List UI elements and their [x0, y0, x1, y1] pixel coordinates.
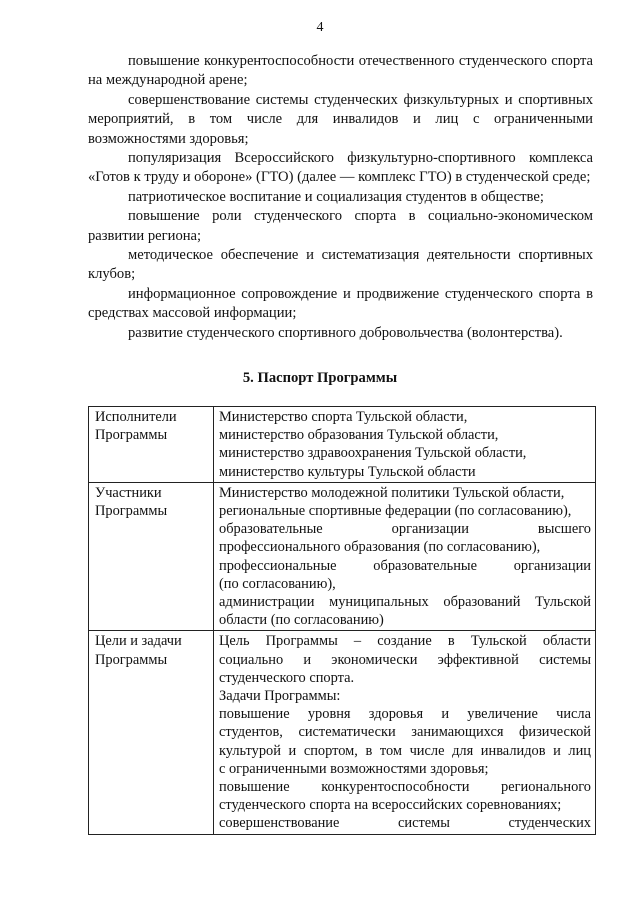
- paragraph: совершенствование системы студенческих физкультурных и спортивных мероприятий, в том числе для инвалидов и лиц с ограниченными возможностями здоровья;: [88, 91, 593, 147]
- row-label-line: Участники: [95, 484, 162, 501]
- paragraph: развитие студенческого спортивного добровольчества (волонтерства).: [128, 324, 563, 341]
- page-number: 4: [316, 20, 324, 35]
- row-label-line: Исполнители: [95, 409, 177, 425]
- table-row: [89, 482, 596, 631]
- row-value-line: (по согласованию),: [219, 575, 336, 592]
- intro-text: [88, 52, 593, 343]
- paragraph: популяризация Всероссийского физкультурно-спортивного комплекса «Готов к труду и обороне» (ГТО) (далее — комплекс ГТО) в студенческой среде;: [88, 150, 593, 186]
- row-value-line: студенческого спорта на всероссийских соревнованиях;: [219, 797, 562, 814]
- row-value-line: культурой и спортом, в том числе для инвалидов и лиц: [219, 742, 591, 759]
- row-value-line: Цель Программы – создание в Тульской области: [219, 633, 591, 650]
- row-value-line: министерство культуры Тульской области: [219, 463, 476, 480]
- row-value-line: министерство образования Тульской области,: [219, 427, 499, 444]
- row-value-line: студентов, систематически занимающихся физической: [219, 724, 591, 741]
- row-value-line: социально и экономически эффективной системы: [219, 651, 591, 668]
- row-label-cell: [89, 482, 214, 631]
- row-value-line: администрации муниципальных образований Тульской: [219, 594, 591, 611]
- row-value-line: Министерство спорта Тульской области,: [219, 409, 468, 425]
- row-value-line: региональные спортивные федерации (по согласованию),: [219, 503, 572, 520]
- row-value-line: профессионального образования (по согласованию),: [219, 539, 541, 556]
- program-passport-table: [88, 406, 596, 835]
- paragraph: методическое обеспечение и систематизация деятельности спортивных клубов;: [88, 247, 593, 283]
- row-value-line: образовательные организации высшего: [219, 521, 591, 538]
- paragraph: информационное сопровождение и продвижение студенческого спорта в средствах массовой информации;: [88, 285, 593, 322]
- row-value-line: Задачи Программы:: [219, 688, 341, 705]
- row-label-line: Программы: [95, 503, 168, 520]
- row-value-line: совершенствование системы студенческих: [219, 815, 591, 832]
- row-value-line: области (по согласованию): [219, 612, 384, 629]
- paragraph: повышение роли студенческого спорта в социально-экономическом развитии региона;: [88, 208, 593, 244]
- row-label-cell: [89, 631, 214, 834]
- row-label-line: Программы: [95, 651, 168, 668]
- row-value-line: студенческого спорта.: [219, 669, 355, 686]
- table-row: [89, 407, 596, 483]
- row-label-line: Программы: [95, 427, 168, 444]
- row-label-cell: [89, 407, 214, 483]
- row-label-line: Цели и задачи: [95, 633, 182, 650]
- row-value-cell: [214, 407, 596, 483]
- passport-table-body: [89, 407, 596, 835]
- table-row: [89, 631, 596, 834]
- paragraph: повышение конкурентоспособности отечественного студенческого спорта на международной арене;: [88, 53, 593, 89]
- row-value-line: повышение конкурентоспособности регионального: [219, 779, 591, 796]
- row-value-line: Министерство молодежной политики Тульской области,: [219, 484, 565, 501]
- row-value-line: министерство здравоохранения Тульской области,: [219, 445, 527, 462]
- row-value-cell: [214, 482, 596, 631]
- row-value-cell: [214, 631, 596, 834]
- row-value-line: повышение уровня здоровья и увеличение числа: [219, 706, 591, 723]
- section-heading: 5. Паспорт Программы: [242, 370, 398, 386]
- row-value-line: с ограниченными возможностями здоровья;: [219, 760, 489, 777]
- row-value-line: профессиональные образовательные организации: [219, 557, 591, 574]
- paragraph: патриотическое воспитание и социализация студентов в обществе;: [128, 188, 544, 205]
